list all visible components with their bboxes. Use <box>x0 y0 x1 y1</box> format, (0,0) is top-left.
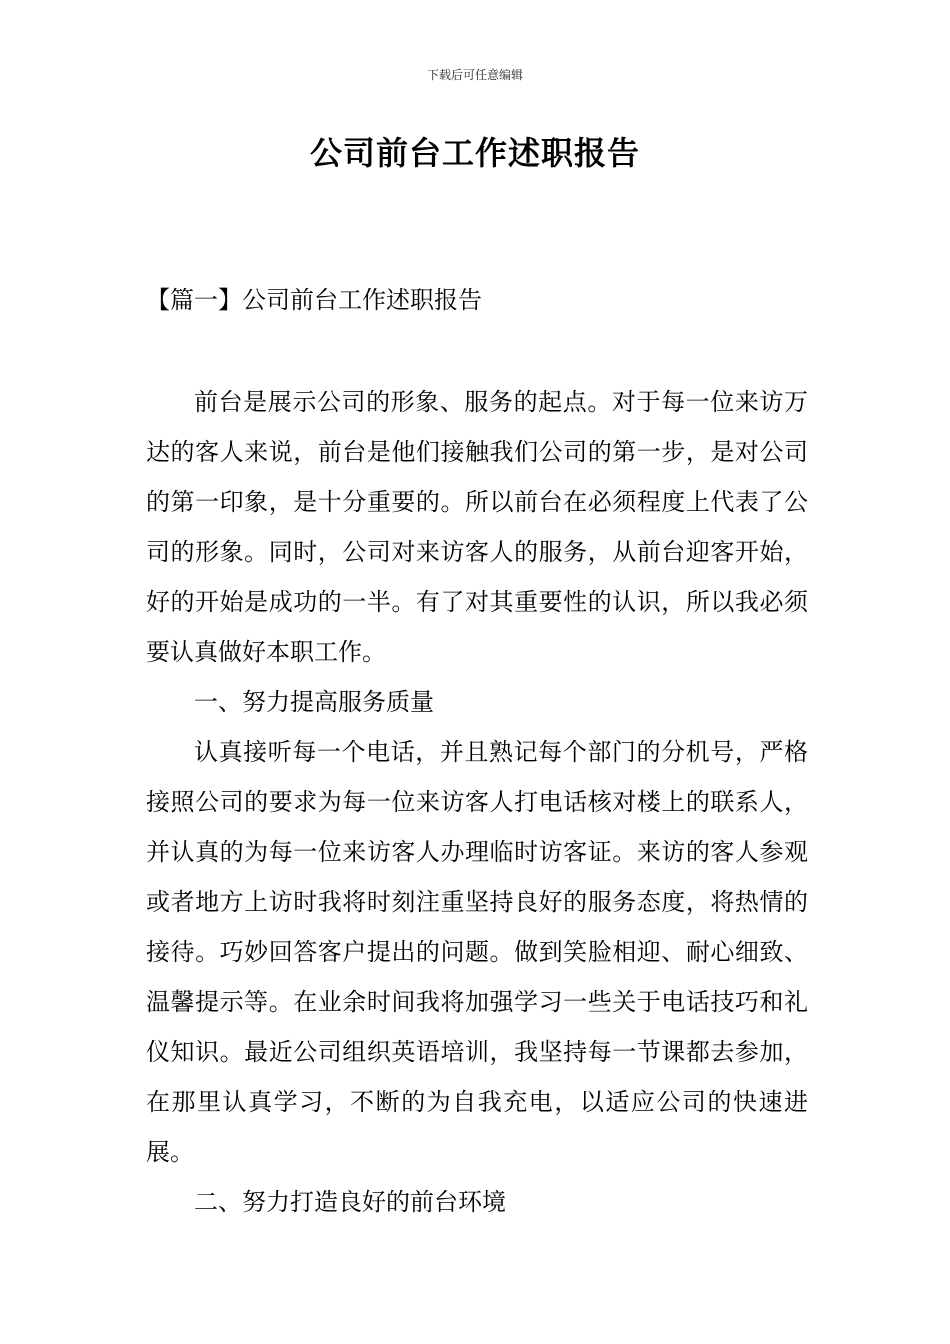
section-heading: 【篇一】公司前台工作述职报告 <box>146 286 482 314</box>
subheading-front-desk-environment: 二、努力打造良好的前台环境 <box>194 1188 506 1216</box>
page-header-note: 下载后可任意编辑 <box>426 68 523 82</box>
document-body <box>146 377 808 1227</box>
document-title: 公司前台工作述职报告 <box>309 134 640 172</box>
paragraph-intro: 前台是展示公司的形象、服务的起点。对于每一位来访万达的客人来说，前台是他们接触我们公司的第一步，是对公司的第一印象，是十分重要的。所以前台在必须程度上代表了公司的形象。同时，公司对来访客人的服务，从前台迎客开始，好的开始是成功的一半。有了对其重要性的认识，所以我必须要认真做好本职工作。 <box>146 388 808 666</box>
paragraph-service-quality: 认真接听每一个电话，并且熟记每个部门的分机号，严格接照公司的要求为每一位来访客人打电话核对楼上的联系人，并认真的为每一位来访客人办理临时访客证。来访的客人参观或者地方上访时我将时刻注重坚持良好的服务态度，将热情的接待。巧妙回答客户提出的问题。做到笑脸相迎、耐心细致、温馨提示等。在业余时间我将加强学习一些关于电话技巧和礼仪知识。最近公司组织英语培训，我坚持每一节课都去参加，在那里认真学习，不断的为自我充电，以适应公司的快速进展。 <box>146 738 808 1166</box>
subheading-service-quality: 一、努力提高服务质量 <box>194 688 434 716</box>
